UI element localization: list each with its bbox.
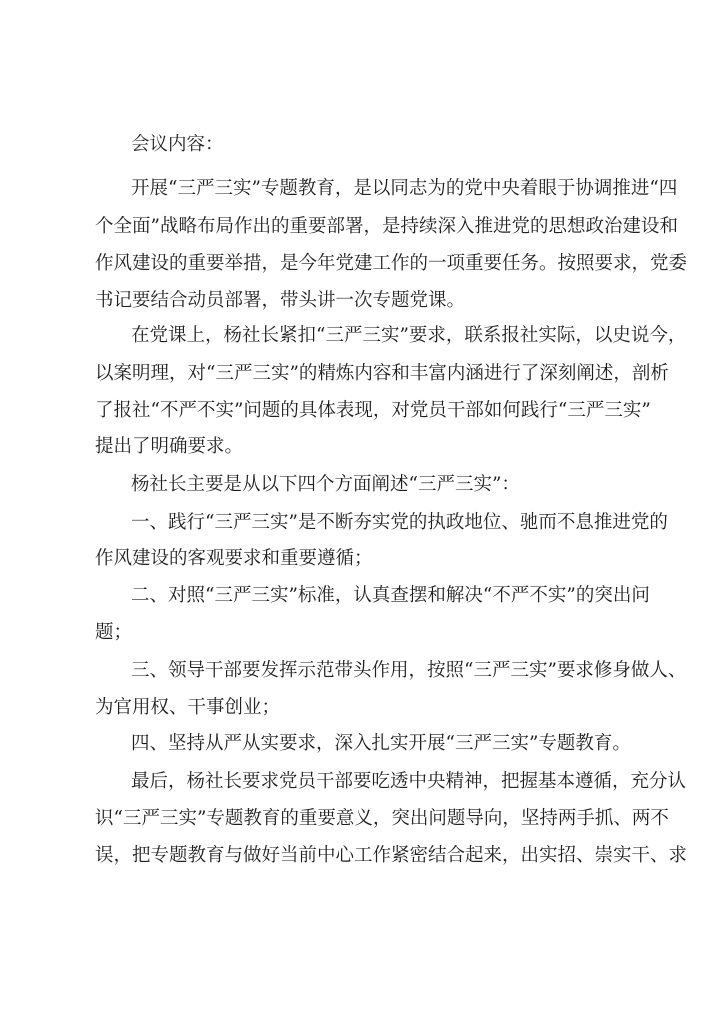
paragraph-line: 作风建设的客观要求和重要遵循； [95,548,373,569]
paragraph-line: 题； [95,622,133,643]
paragraph-line: 误，把专题教育与做好当前中心工作紧密结合起来，出实招、崇实干、求 [95,845,688,866]
paragraph-line: 作风建设的重要举措，是今年党建工作的一项重要任务。按照要求，党委 [95,253,688,274]
paragraph-line: 三、领导干部要发挥示范带头作用，按照“三严三实”要求修身做人、 [131,660,687,681]
paragraph-line: 最后，杨社长要求党员干部要吃透中央精神，把握基本遵循，充分认 [131,771,687,792]
section-heading: 会议内容： [131,134,224,155]
paragraph-line: 提出了明确要求。 [95,436,244,457]
paragraph-line: 一、践行“三严三实”是不断夯实党的执政地位、驰而不息推进党的 [131,512,668,533]
paragraph-line: 识“三严三实”专题教育的重要意义，突出问题导向，坚持两手抓、两不 [95,808,669,829]
paragraph-line: 二、对照“三严三实”标准，认真查摆和解决“不严不实”的突出问 [131,585,650,606]
paragraph-line: 个全面”战略布局作出的重要部署，是持续深入推进党的思想政治建设和 [95,216,678,237]
paragraph-line: 为官用权、干事创业； [95,697,281,718]
paragraph-line: 开展“三严三实”专题教育，是以同志为的党中央着眼于协调推进“四 [131,178,678,199]
paragraph-line: 杨社长主要是从以下四个方面阐述“三严三实”： [131,474,520,495]
paragraph-line: 以案明理，对“三严三实”的精炼内容和丰富内涵进行了深刻阐述，剖析 [95,363,669,384]
paragraph-line: 了报社“不严不实”问题的具体表现，对党员干部如何践行“三严三实” [95,400,651,421]
paragraph-line: 书记要结合动员部署，带头讲一次专题党课。 [95,290,466,311]
paragraph-line: 四、坚持从严从实要求，深入扎实开展“三严三实”专题教育。 [131,733,631,754]
paragraph-line: 在党课上，杨社长紧扣“三严三实”要求，联系报社实际，以史说今， [131,325,687,346]
